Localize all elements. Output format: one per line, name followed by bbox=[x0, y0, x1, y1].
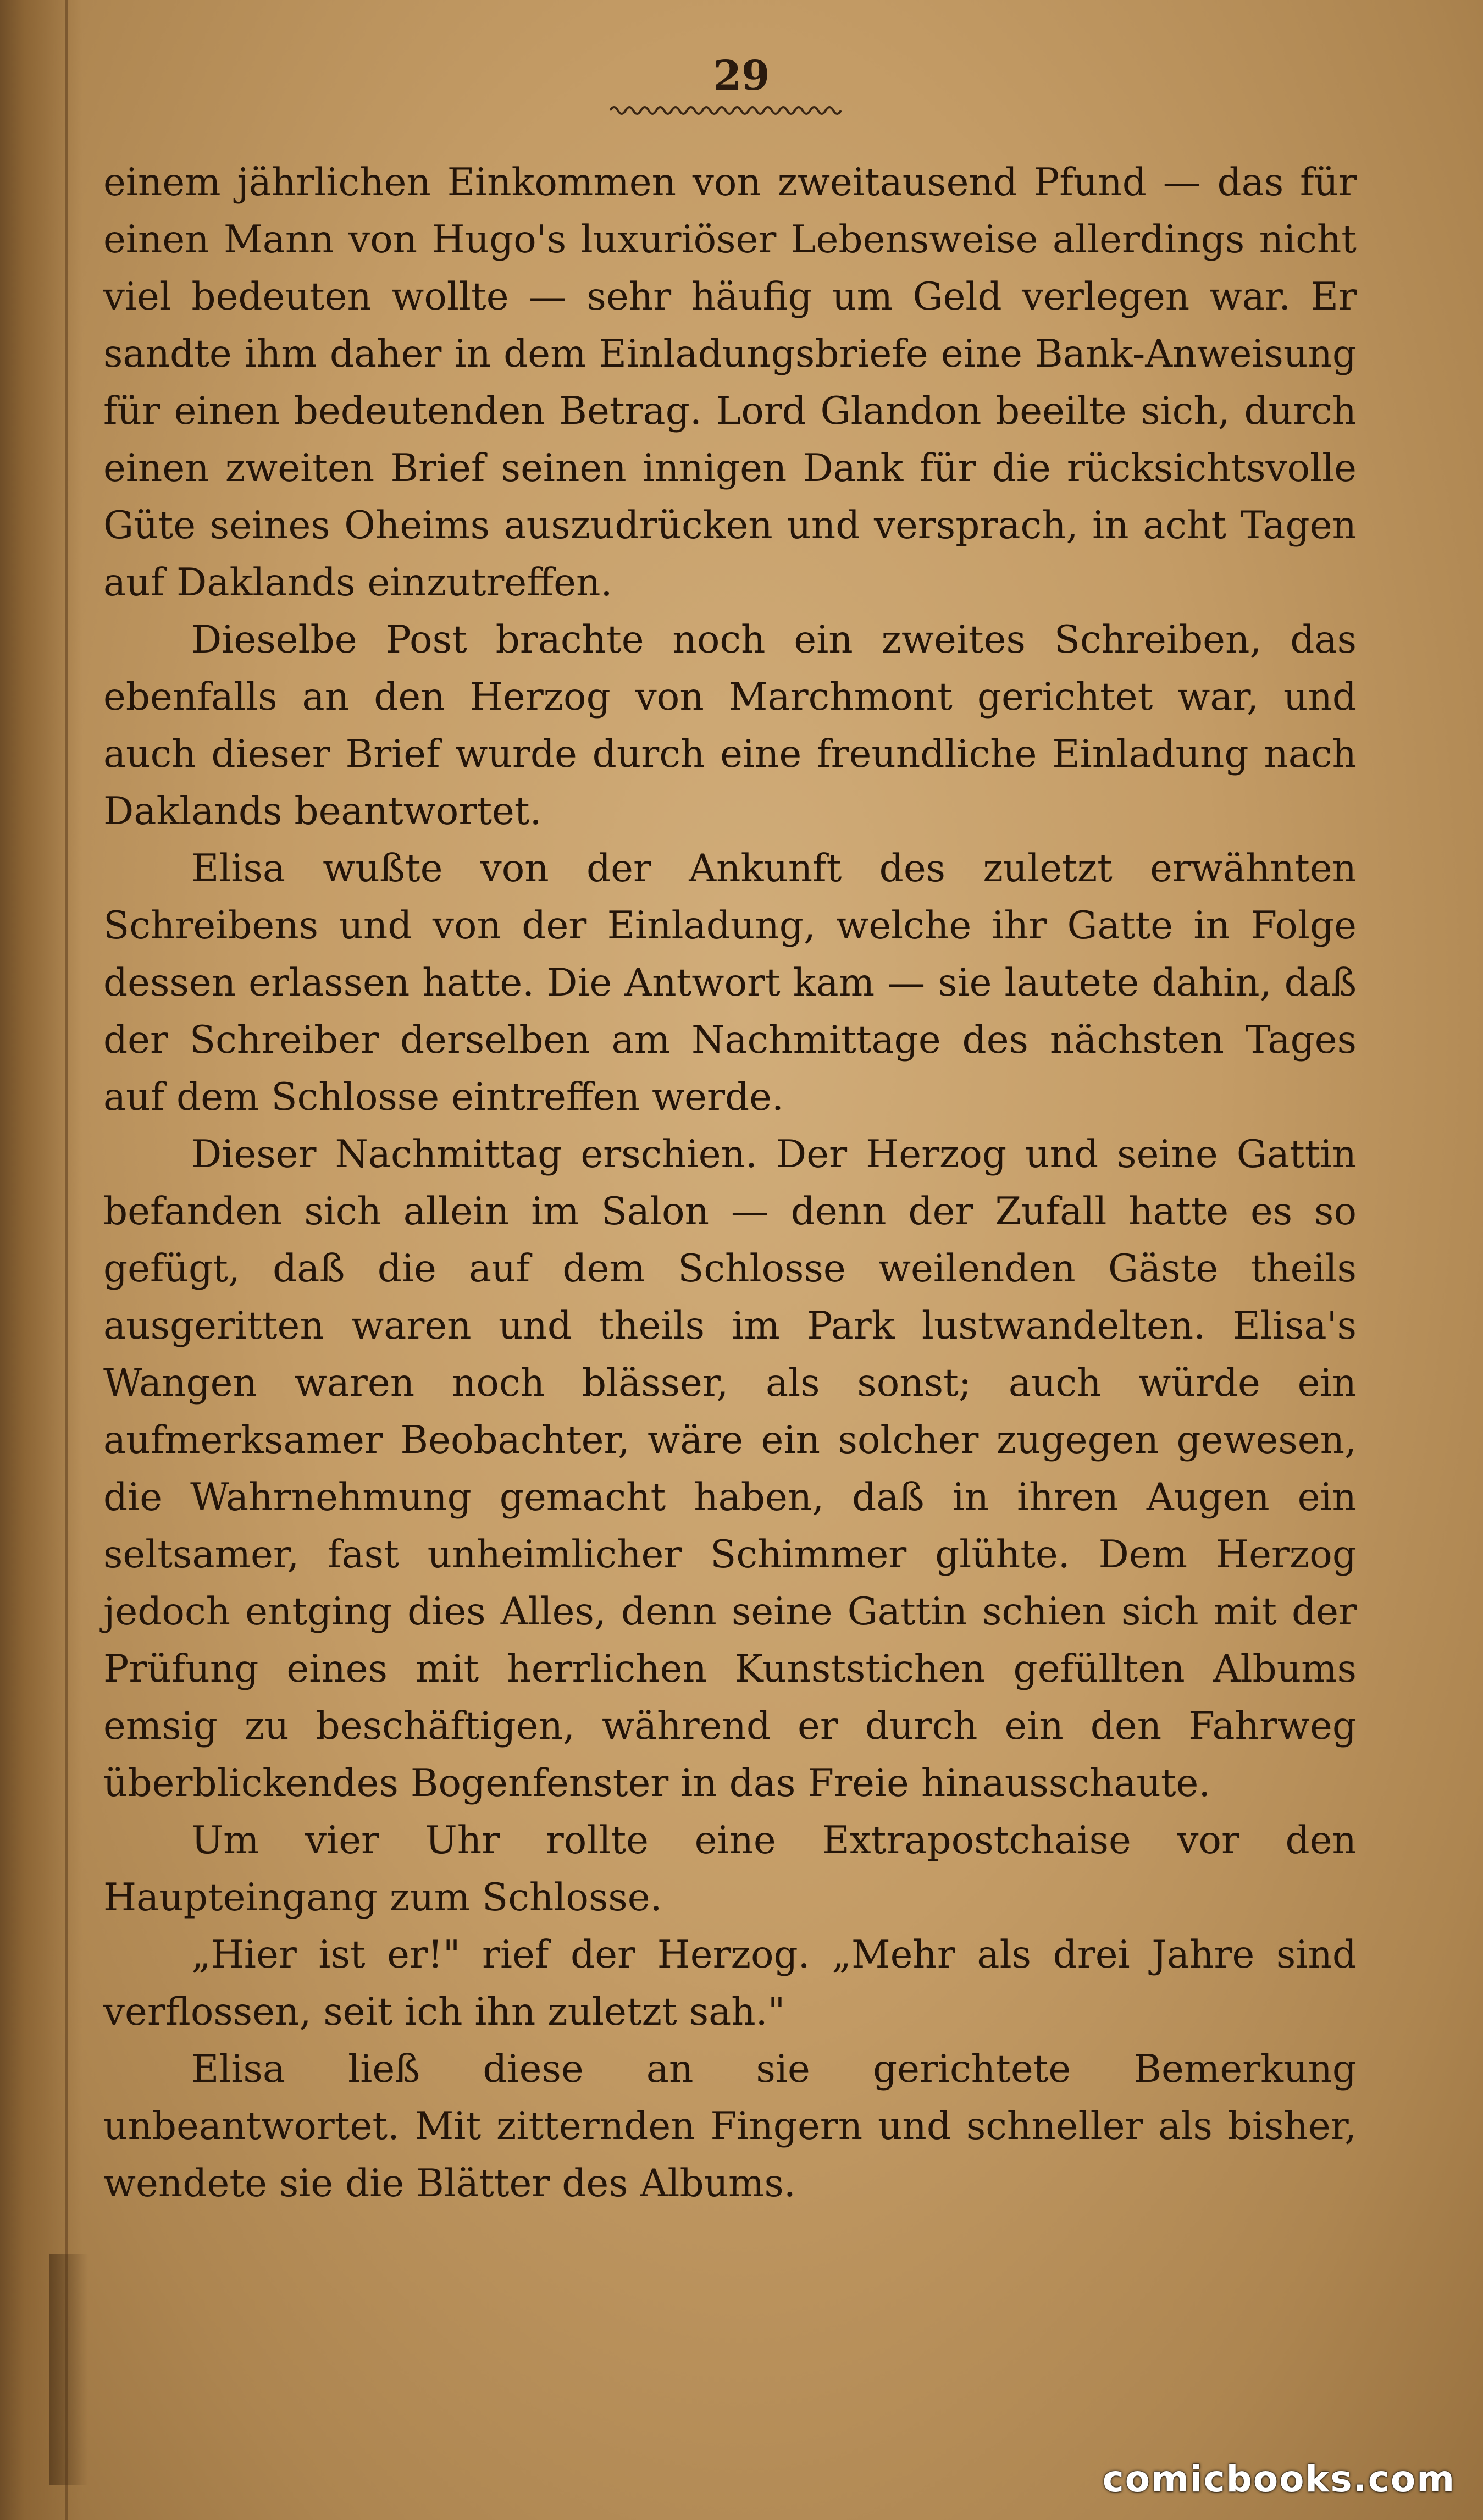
body-text bbox=[103, 154, 1357, 2212]
paragraph: Dieser Nachmittag erschien. Der Herzog und seine Gattin befanden sich allein im Salon — denn der Zufall hatte es so gefügt, daß die auf dem Schlosse weilenden Gäste theils ausgeritten waren und theils im Park lustwandelten. Elisa's Wangen waren noch blässer, als sonst; auch würde ein aufmerksamer Beobachter, wäre ein solcher zugegen gewesen, die Wahrnehmung gemacht haben, daß in ihren Augen ein seltsamer, fast unheimlicher Schimmer glühte. Dem Herzog jedoch entging dies Alles, denn seine Gattin schien sich mit der Prüfung eines mit herrlichen Kunststichen gefüllten Albums emsig zu beschäftigen, während er durch ein den Fahrweg überblickendes Bogenfenster in das Freie hinausschaute. bbox=[103, 1132, 1357, 1805]
paragraph: Dieselbe Post brachte noch ein zweites Schreiben, das ebenfalls an den Herzog von Marchmont gerichtet war, und auch dieser Brief wurde durch eine freundliche Einladung nach Daklands beantwortet. bbox=[103, 618, 1357, 833]
page-number: 29 bbox=[713, 52, 770, 100]
paragraph: „Hier ist er!" rief der Herzog. „Mehr als drei Jahre sind verflossen, seit ich ihn zuletzt sah." bbox=[103, 1933, 1357, 2034]
paragraph: Um vier Uhr rollte eine Extrapostchaise vor den Haupteingang zum Schlosse. bbox=[103, 1819, 1357, 1920]
site-watermark: comicbooks.com bbox=[1102, 2458, 1456, 2500]
paragraph: Elisa ließ diese an sie gerichtete Bemerkung unbeantwortet. Mit zitternden Fingern und schneller als bisher, wendete sie die Blätter des Albums. bbox=[103, 2047, 1357, 2206]
binding-crease bbox=[65, 0, 68, 2520]
paragraph: Elisa wußte von der Ankunft des zuletzt erwähnten Schreibens und von der Einladung, welche ihr Gatte in Folge dessen erlassen hatte. Die Antwort kam — sie lautete dahin, daß der Schreiber derselben am Nachmittage des nächsten Tages auf dem Schlosse eintreffen werde. bbox=[103, 847, 1357, 1119]
page-edge-shadow bbox=[0, 0, 82, 2520]
page-wear-mark bbox=[49, 2254, 88, 2485]
paragraph: einem jährlichen Einkommen von zweitausend Pfund — das für einen Mann von Hugo's luxuriöser Lebensweise allerdings nicht viel bedeuten wollte — sehr häufig um Geld verlegen war. Er sandte ihm daher in dem Einladungsbriefe eine Bank-Anweisung für einen bedeutenden Betrag. Lord Glandon beeilte sich, durch einen zweiten Brief seinen innigen Dank für die rücksichtsvolle Güte seines Oheims auszudrücken und versprach, in acht Tagen auf Daklands einzutreffen. bbox=[103, 161, 1357, 605]
header-ornament bbox=[610, 102, 846, 119]
